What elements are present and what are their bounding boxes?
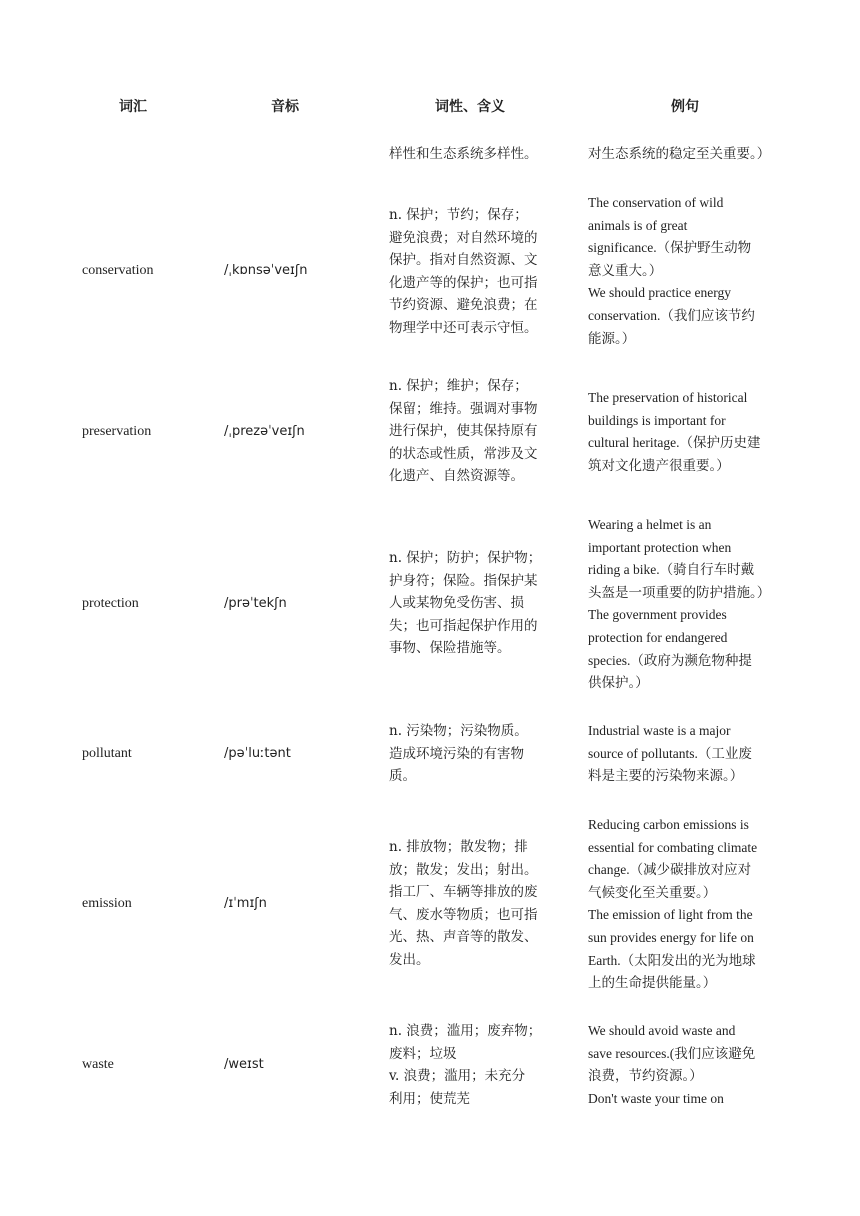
definition-cell: n. 保护；节约；保存； 避免浪费；对自然环境的 保护。指对自然资源、文 化遗产等的保护；也可指 节约资源、避免浪费；在 物理学中还可表示守恒。: [389, 207, 538, 336]
example-cell: We should avoid waste and save resources.(我们应该避免 浪费，节约资源。） Don't waste your time on: [588, 1023, 756, 1106]
example-cell: Industrial waste is a major source of pollutants.（工业废 料是主要的污染物来源。）: [588, 723, 752, 784]
word-cell: protection: [82, 596, 139, 611]
phonetic-cell: /ˌprezəˈveɪʃn: [224, 424, 305, 439]
phonetic-cell: /weɪst: [224, 1057, 264, 1072]
definition-cell: n. 污染物；污染物质。 造成环境污染的有害物 质。: [389, 723, 528, 785]
header-phonetic: 音标: [271, 99, 299, 115]
example-cell: The conservation of wild animals is of great significance.（保护野生动物 意义重大。） We should practice energy conservation.（我们应该节约 能源。）: [588, 195, 755, 346]
phonetic-cell: /prəˈtekʃn: [224, 596, 287, 611]
phonetic-cell: /pəˈluːtənt: [224, 746, 291, 761]
example-cell: Wearing a helmet is an important protection when riding a bike.（骑自行车时戴 头盔是一项重要的防护措施。） The government provides protection for endangered species.（政府为濒危物种提 供保护。）: [588, 517, 771, 691]
word-cell: pollutant: [82, 746, 132, 761]
example-cell: The preservation of historical buildings is important for cultural heritage.（保护历史建 筑对文化遗产很重要。）: [588, 390, 761, 473]
definition-cell: n. 排放物；散发物；排 放；散发；发出；射出。 指工厂、车辆等排放的废 气、废水等物质；也可指 光、热、声音等的散发、 发出。: [389, 839, 538, 968]
definition-cell: n. 浪费；滥用；废弃物； 废料；垃圾 v. 浪费；滥用；未充分 利用；使荒芜: [389, 1023, 542, 1107]
word-cell: waste: [82, 1057, 114, 1072]
word-cell: emission: [82, 896, 132, 911]
example-cell: Reducing carbon emissions is essential for combating climate change.（减少碳排放对应对 气候变化至关重要。） The emission of light from the sun provides energy for life on Earth.（太阳发出的光为地球 上的生命提供能量。）: [588, 817, 758, 991]
definition-cell: n. 保护；防护；保护物； 护身符；保险。指保护某 人或某物免受伤害、损 失；也可指起保护作用的 事物、保险措施等。: [389, 550, 542, 657]
header-word: 词汇: [119, 99, 147, 115]
carryover-example: 对生态系统的稳定至关重要。）: [588, 146, 771, 161]
definition-cell: n. 保护；维护；保存； 保留；维持。强调对事物 进行保护，使其保持原有 的状态或性质，常涉及文 化遗产、自然资源等。: [389, 378, 538, 485]
carryover-definition: 样性和生态系统多样性。: [389, 146, 538, 162]
phonetic-cell: /ˌkɒnsəˈveɪʃn: [224, 263, 308, 278]
header-pos-meaning: 词性、含义: [435, 99, 505, 115]
phonetic-cell: /ɪˈmɪʃn: [224, 896, 267, 911]
word-cell: conservation: [82, 263, 154, 278]
word-cell: preservation: [82, 424, 152, 439]
header-example: 例句: [671, 99, 699, 115]
